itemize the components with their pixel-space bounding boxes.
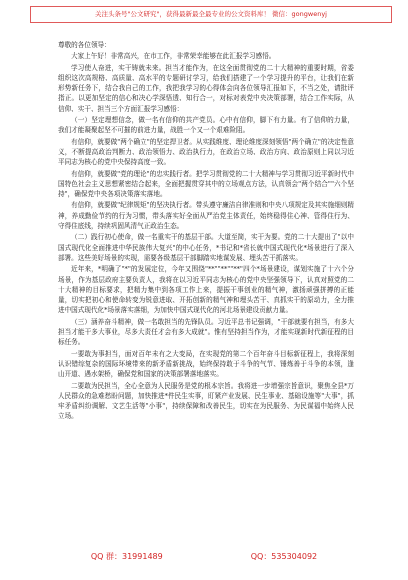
footer-qq-group: QQ 群：31991489 [90,552,163,561]
footer [0,548,408,566]
paragraph: 有信仰，就要做"两个确立"的坚定捍卫者。从实践维度、理论维度深刻领悟"两个确立"的决定性意义，不断提高政治判断力、政治领悟力、政治执行力，在政治立场、政治方向、政治原则上同以习近平同志为核心的党中央保持高度一致。 [58,137,354,167]
section-heading-paragraph: （三）涵养奋斗精神，做一名敢担当的先锋队员。习近平总书记强调，"干部就要有担当，有多大担当才能干多大事业，尽多大责任才会有多大成就"。惟有坚持担当作为，才能实现新时代新征程的目标任务。 [58,317,354,347]
header-banner: 关注头条号"公文研究"，获得最新最全最专业的公文资料库！ 微信：gongwenyj [30,6,392,23]
paragraph: 二要敢为民担当，全心全意为人民服务是党的根本宗旨。我将进一步增强宗旨意识，聚焦全县*万人民群众的急难愁盼问题，加快推进*件民生实事，盯紧产业发展、民生事业、基础设施等"大事"，抓牢矛盾纠纷调解、文艺生活等"小事"，持续保障和改善民生，切实在为民服务、为民谋福中始终人民立场。 [58,381,354,421]
paragraph: 有信仰，就要做"纪律规矩"的坚决执行者。带头遵守廉洁自律准则和中央八项规定及其实施细则精神，养成勤俭节约的行为习惯，带头落实好全面从严治党主体责任，始终稳得住心神、管得住行为、守得住底线，持续巩固风清气正政治生态。 [58,201,355,231]
paragraph: 近年来，*明确了"*"的发展定位，今年又围绕"**""**""**"四个*场景建设，谋划实施了十六个分场景，作为基层政府主要负责人，我将在以习近平同志为核心的党中央坚强领导下，认真对照党的二十大精神的目标要求，把精力集中到各项工作上来，提振干事创业的精气神，激扬顽强拼搏的正能量，切实把初心和使命转变为锐意进取、开拓创新的精气神和埋头苦干、真抓实干的原动力，全力推进中国式现代化*场景落实落细，为加快中国式现代化的河北场景建设贡献力量。 [58,265,354,315]
footer-qq: QQ：535304092 [250,552,318,561]
paragraph: 一要敢为事担当，面对百年未有之大变局，在实现党的第二个百年奋斗目标新征程上，我将深刻认识错综复杂的国际环境带来的新矛盾新挑战，始终保持敢于斗争的气节、锤炼善于斗争的本领，逢山开道、遇水架桥，确保党和国家的决策部署落地落实。 [58,349,354,379]
section-heading-paragraph: （一）坚定理想信念，做一名有信仰的共产党员。心中有信仰，脚下有力量。有了信仰的力量，我们才能凝聚起坚不可摧的前进力量，战胜一个又一个艰难险阻。 [58,116,354,135]
salutation: 尊敬的各位领导： [58,41,111,49]
document-body [58,40,354,423]
paragraph: 有信仰，就要做"党的理论"的忠实践行者。把学习贯彻党的二十大精神与学习贯彻习近平新时代中国特色社会主义思想紧密结合起来，全面把握贯穿其中的立场观点方法，认真领会"两个结合""六个坚持"，确保党中央各项决策落实落地。 [58,169,355,199]
paragraph: 学习使人奋进，实干铸就未来。担当才能作为，在这全面贯彻党的二十大精神的重要时期，省委组织这次高规格、高质量、高水平的专题研讨学习，给我们搭建了一个学习提升的平台，让我们在新形势新任务下，结合我自己的工作，我把我学习的心得体会向各位领导汇报如下，不当之处，请批评指正。以更加坚定的信心和决心学深悟透、知行合一，对标对表党中央决策部署，结合工作实际，从信仰、实干、担当三个方面汇报学习感悟： [58,63,354,113]
paragraph: 大家上午好！非常高兴，在市工作，非常荣幸能够在此汇报学习感悟。 [71,52,276,61]
section-heading-paragraph: （二）践行初心使命，做一名重实干的基层干部。大道至简，实干为要。党的二十大提出了"以中国式现代化全面推进中华民族伟大复兴"的中心任务，*书记和*省长就中国式现代化*场景进行了深入部署。这些美好场景的实现，需要各级基层干部脚踏实地谋发展、埋头苦干抓落实。 [58,233,354,262]
